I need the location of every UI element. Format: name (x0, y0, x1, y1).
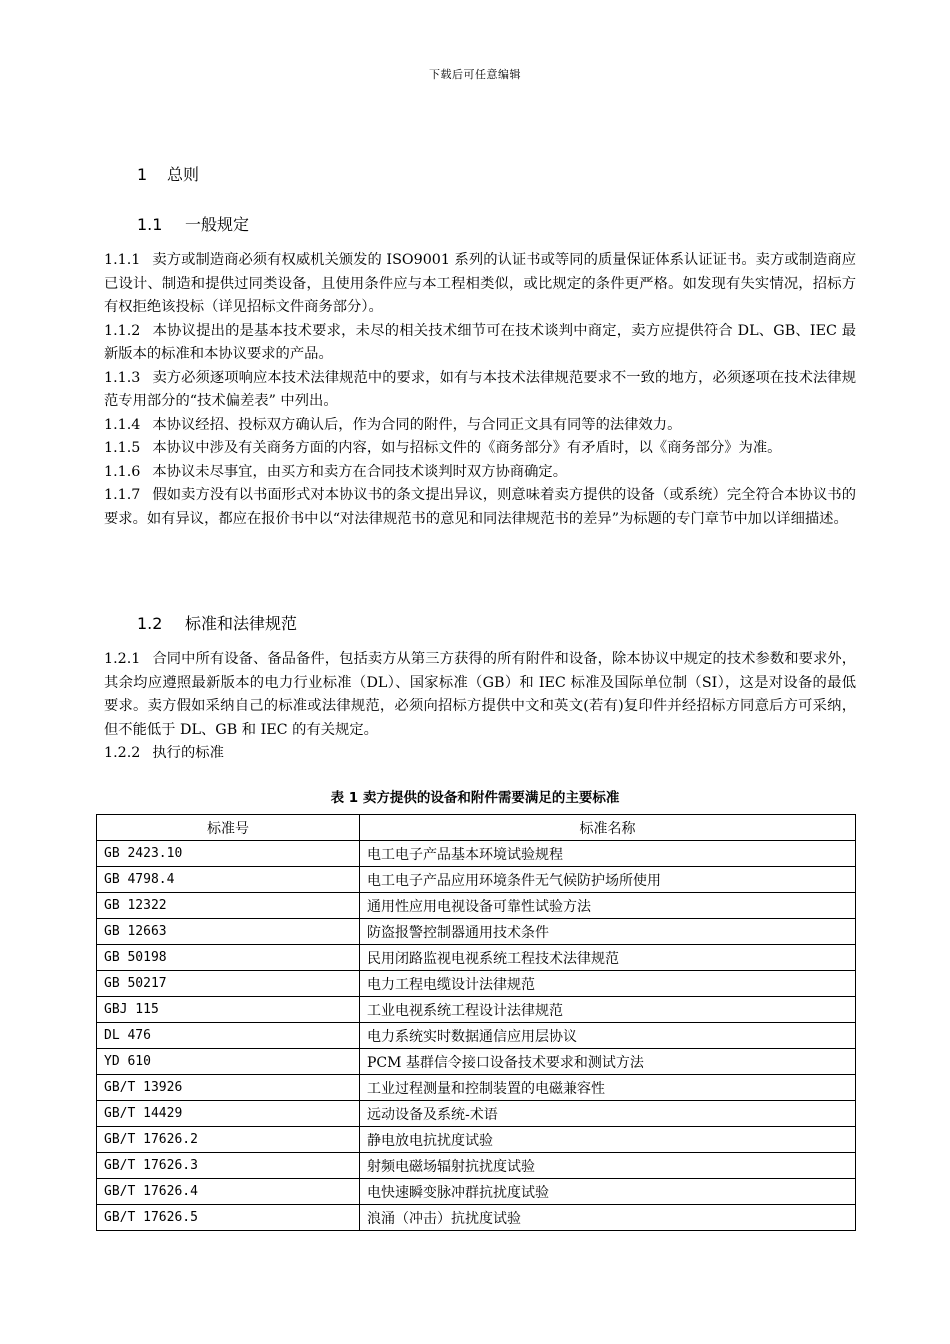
standard-number-cell: GB/T 14429 (97, 1101, 360, 1127)
standard-name-cell: 电工电子产品基本环境试验规程 (360, 841, 856, 867)
standards-body (104, 648, 856, 766)
standards-table (96, 814, 856, 1231)
table-row (97, 1101, 856, 1127)
section-heading-1-2 (137, 611, 297, 634)
standard-number-cell: GB/T 17626.3 (97, 1153, 360, 1179)
standard-name-cell: 浪涌（冲击）抗扰度试验 (360, 1205, 856, 1231)
standard-number-cell: GB/T 17626.5 (97, 1205, 360, 1231)
paragraph-number: 1.2.2 (104, 745, 141, 761)
paragraph (104, 249, 856, 320)
table-row (97, 1075, 856, 1101)
paragraph (104, 367, 856, 414)
paragraph-number: 1.1.6 (104, 463, 141, 480)
table-row (97, 1153, 856, 1179)
paragraph-text: 假如卖方没有以书面形式对本协议书的条文提出异议，则意味着卖方提供的设备（或系统）完全符合本协议书的要求。如有异议，都应在报价书中以“对法律规范书的意见和同法律规范书的差异”为标题的专门章节中加以详细描述。 (104, 487, 856, 527)
paragraph-text: 卖方或制造商必须有权威机关颁发的 ISO9001 系列的认证书或等同的质量保证体系认证证书。卖方或制造商应已设计、制造和提供过同类设备，且使用条件应与本工程相类似，或比规定的条件更严格。如发现有失实情况，招标方有权拒绝该投标（详见招标文件商务部分）。 (104, 252, 856, 315)
standard-name-cell: 电工电子产品应用环境条件无气候防护场所使用 (360, 867, 856, 893)
paragraph-number: 1.1.7 (104, 487, 141, 503)
table-row (97, 1179, 856, 1205)
standard-name-cell: 电快速瞬变脉冲群抗扰度试验 (360, 1179, 856, 1205)
table-row (97, 1023, 856, 1049)
section-title: 总则 (167, 165, 200, 184)
paragraph (104, 437, 856, 461)
standard-number-cell: GB 50217 (97, 971, 360, 997)
standard-name-cell: 工业电视系统工程设计法律规范 (360, 997, 856, 1023)
section-title: 标准和法律规范 (185, 614, 298, 633)
standard-name-cell: 电力工程电缆设计法律规范 (360, 971, 856, 997)
paragraph-number: 1.1.2 (104, 322, 141, 339)
section-number: 1.2 (137, 614, 163, 633)
table-header-row (97, 815, 856, 841)
standard-number-cell: GB 12322 (97, 893, 360, 919)
standard-number-cell: GB 4798.4 (97, 867, 360, 893)
paragraph-text: 本协议经招、投标双方确认后，作为合同的附件，与合同正文具有同等的法律效力。 (152, 416, 682, 433)
table-row (97, 867, 856, 893)
paragraph (104, 484, 856, 531)
standard-name-cell: PCM 基群信令接口设备技术要求和测试方法 (360, 1049, 856, 1075)
section-number: 1 (137, 165, 148, 184)
standard-name-cell: 工业过程测量和控制装置的电磁兼容性 (360, 1075, 856, 1101)
paragraph-text: 卖方必须逐项响应本技术法律规范中的要求，如有与本技术法律规范要求不一致的地方，必须逐项在技术法律规范专用部分的“技术偏差表” 中列出。 (104, 369, 856, 409)
table-row (97, 997, 856, 1023)
standard-name-cell: 电力系统实时数据通信应用层协议 (360, 1023, 856, 1049)
paragraph (104, 742, 856, 766)
standard-name-cell: 静电放电抗扰度试验 (360, 1127, 856, 1153)
standard-name-cell: 远动设备及系统-术语 (360, 1101, 856, 1127)
table-caption: 表 1 卖方提供的设备和附件需要满足的主要标准 (330, 790, 620, 806)
paragraph (104, 414, 856, 438)
paragraph-number: 1.1.4 (104, 416, 141, 433)
standard-number-cell: GB/T 17626.4 (97, 1179, 360, 1205)
table-row (97, 1127, 856, 1153)
standard-name-cell: 射频电磁场辐射抗扰度试验 (360, 1153, 856, 1179)
paragraph (104, 648, 856, 742)
paragraph-text: 执行的标准 (152, 745, 224, 761)
standard-name-cell: 民用闭路监视电视系统工程技术法律规范 (360, 945, 856, 971)
column-header-standard-name: 标准名称 (360, 815, 856, 841)
standard-number-cell: GB/T 13926 (97, 1075, 360, 1101)
paragraph (104, 320, 856, 367)
paragraph-number: 1.1.5 (104, 440, 141, 456)
paragraph-text: 本协议未尽事宜，由买方和卖方在合同技术谈判时双方协商确定。 (152, 463, 567, 480)
table-row (97, 893, 856, 919)
table-row (97, 1205, 856, 1231)
standard-number-cell: GB/T 17626.2 (97, 1127, 360, 1153)
table-row (97, 945, 856, 971)
standard-number-cell: GB 2423.10 (97, 841, 360, 867)
section-heading-1-1 (137, 212, 249, 235)
paragraph-text: 本协议提出的是基本技术要求，未尽的相关技术细节可在技术谈判中商定，卖方应提供符合 DL、GB、IEC 最新版本的标准和本协议要求的产品。 (104, 322, 856, 362)
section-number: 1.1 (137, 215, 163, 234)
general-provisions-body (104, 249, 856, 531)
paragraph-number: 1.1.1 (104, 252, 141, 268)
standard-number-cell: GB 12663 (97, 919, 360, 945)
standard-number-cell: YD 610 (97, 1049, 360, 1075)
standard-number-cell: GB 50198 (97, 945, 360, 971)
standard-number-cell: GBJ 115 (97, 997, 360, 1023)
page-header-note: 下载后可任意编辑 (429, 68, 521, 81)
paragraph-number: 1.2.1 (104, 651, 141, 667)
table-body (97, 841, 856, 1231)
paragraph-text: 合同中所有设备、备品备件，包括卖方从第三方获得的所有附件和设备，除本协议中规定的技术参数和要求外，其余均应遵照最新版本的电力行业标准（DL）、国家标准（GB）和 IEC 标准及国际单位制（SI），这是对设备的最低要求。卖方假如采纳自己的标准或法律规范，必须向招标方提供中文和英文(若有)复印件并经招标方同意后方可采纳，但不能低于 DL、GB 和 IEC 的有关规定。 (104, 651, 856, 738)
paragraph (104, 461, 856, 485)
section-title: 一般规定 (185, 215, 250, 234)
table-row (97, 841, 856, 867)
standard-number-cell: DL 476 (97, 1023, 360, 1049)
table-row (97, 971, 856, 997)
paragraph-number: 1.1.3 (104, 369, 141, 386)
paragraph-text: 本协议中涉及有关商务方面的内容，如与招标文件的《商务部分》有矛盾时，以《商务部分》为准。 (152, 440, 782, 456)
standard-name-cell: 通用性应用电视设备可靠性试验方法 (360, 893, 856, 919)
table-row (97, 919, 856, 945)
standard-name-cell: 防盗报警控制器通用技术条件 (360, 919, 856, 945)
section-heading-1 (137, 162, 199, 185)
column-header-standard-number: 标准号 (97, 815, 360, 841)
table-row (97, 1049, 856, 1075)
